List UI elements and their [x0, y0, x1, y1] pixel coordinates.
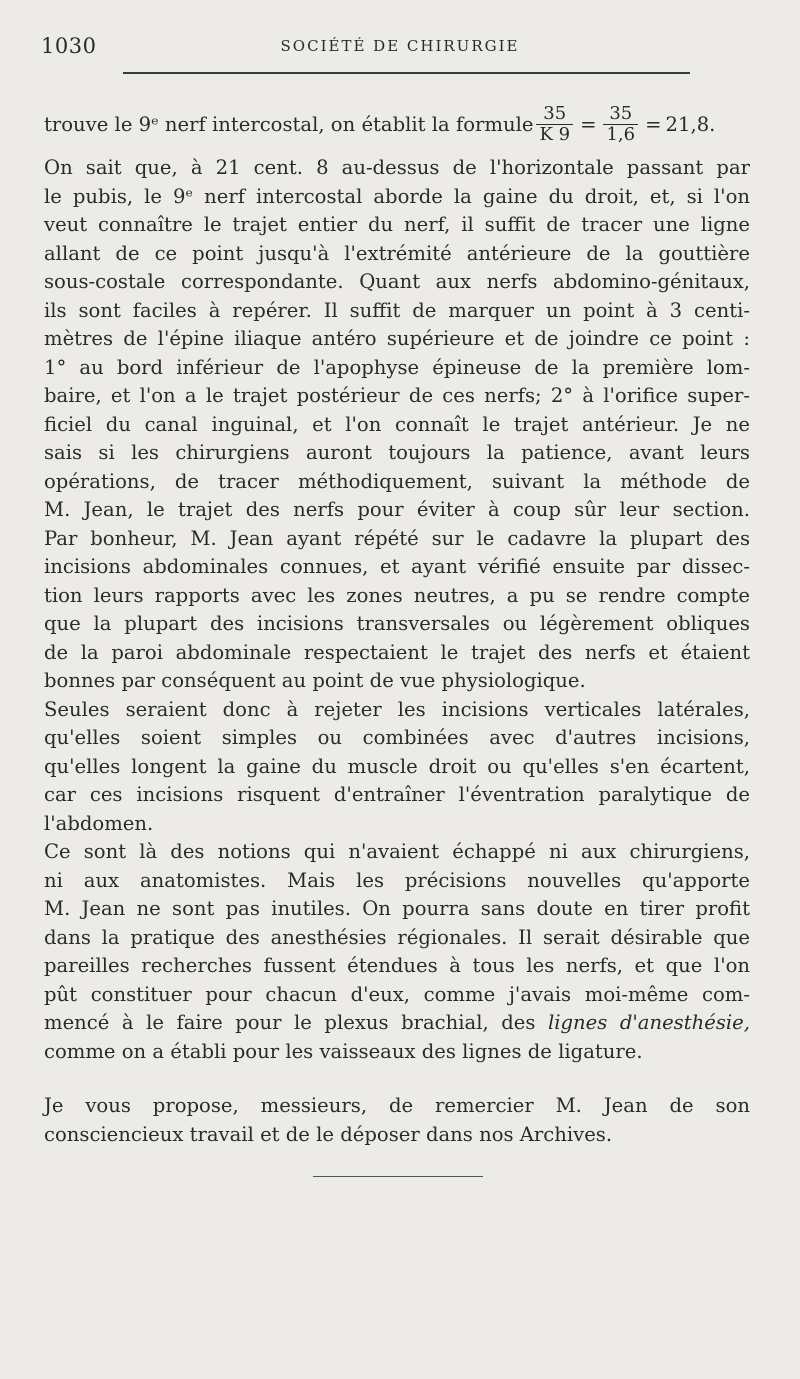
- text-line: pût constituer pour chacun d'eux, comme j'avais moi-même com-: [44, 982, 750, 1006]
- text-line: de la paroi abdominale respectaient le trajet des nerfs et étaient: [44, 640, 750, 664]
- fraction-2-denominator: 1,6: [603, 124, 638, 145]
- text-line: pareilles recherches fussent étendues à tous les nerfs, et que l'on: [44, 954, 750, 977]
- text-line: Ce sont là des notions qui n'avaient échappé ni aux chirurgiens,: [44, 840, 750, 863]
- journal-title: SOCIÉTÉ DE CHIRURGIE: [280, 37, 520, 55]
- page-number: 1030: [41, 34, 97, 58]
- text-line: le pubis, le 9ᵉ nerf intercostal aborde la gaine du droit, et, si l'on: [44, 184, 750, 208]
- text-line: bonnes par conséquent au point de vue physiologique.: [44, 669, 586, 692]
- text-line: qu'elles longent la gaine du muscle droit ou qu'elles s'en écartent,: [44, 754, 750, 778]
- text-line: sous-costale correspondante. Quant aux nerfs abdomino-génitaux,: [44, 270, 750, 293]
- text-line-with-italic: [44, 1009, 750, 1038]
- closing-line: consciencieux travail et de le déposer dans nos Archives.: [44, 1122, 613, 1146]
- text-line: ni aux anatomistes. Mais les précisions nouvelles qu'apporte: [44, 868, 750, 892]
- fraction-1-denominator: K 9: [536, 124, 573, 145]
- header-rule: [123, 72, 690, 74]
- equals-sign: =: [580, 112, 597, 136]
- italic-term: lignes d'anesthésie,: [547, 1011, 750, 1034]
- equals-sign: =: [645, 112, 662, 136]
- text-line: ils sont faciles à repérer. Il suffit de marquer un point à 3 centi-: [44, 298, 750, 322]
- text-line: 1° au bord inférieur de l'apophyse épineuse de la première lom-: [44, 355, 750, 379]
- formula-result: 21,8.: [665, 112, 716, 136]
- text-line: M. Jean ne sont pas inutiles. On pourra sans doute en tirer profit: [44, 897, 750, 920]
- text-line: sais si les chirurgiens auront toujours la patience, avant leurs: [44, 441, 750, 464]
- text-line: baire, et l'on a le trajet postérieur de ces nerfs; 2° à l'orifice super-: [44, 384, 750, 407]
- fraction-2-numerator: 35: [609, 102, 633, 124]
- footer-rule: [313, 1176, 483, 1177]
- paragraph-gap: [44, 1066, 750, 1092]
- text-line: On sait que, à 21 cent. 8 au-dessus de l'horizontale passant par: [44, 156, 750, 179]
- fraction-1-numerator: 35: [543, 102, 567, 124]
- text-line: veut connaître le trajet entier du nerf, il suffit de tracer une ligne: [44, 213, 750, 236]
- text-line: mètres de l'épine iliaque antéro supérieure et de joindre ce point :: [44, 327, 750, 350]
- closing-line: Je vous propose, messieurs, de remercier M. Jean de son: [44, 1094, 750, 1117]
- text-line: comme on a établi pour les vaisseaux des lignes de ligature.: [44, 1039, 643, 1063]
- text-line: l'abdomen.: [44, 811, 154, 835]
- text-line: incisions abdominales connues, et ayant vérifié ensuite par dissec-: [44, 555, 750, 578]
- text-line: allant de ce point jusqu'à l'extrémité antérieure de la gouttière: [44, 241, 750, 265]
- text-line: Par bonheur, M. Jean ayant répété sur le cadavre la plupart des: [44, 526, 750, 550]
- fraction-1: [536, 104, 573, 145]
- text-line: dans la pratique des anesthésies régionales. Il serait désirable que: [44, 925, 750, 949]
- body-text: [44, 98, 750, 1149]
- text-line: car ces incisions risquent d'entraîner l'éventration paralytique de: [44, 783, 750, 806]
- text-segment: mencé à le faire pour le plexus brachial, des: [44, 1011, 536, 1034]
- running-head: [0, 34, 800, 62]
- text-line: M. Jean, le trajet des nerfs pour éviter à coup sûr leur section.: [44, 498, 750, 521]
- text-line: opérations, de tracer méthodiquement, suivant la méthode de: [44, 469, 750, 493]
- text-line: Seules seraient donc à rejeter les incisions verticales latérales,: [44, 697, 750, 721]
- text-line: ficiel du canal inguinal, et l'on connaît le trajet antérieur. Je ne: [44, 412, 750, 436]
- text-line: que la plupart des incisions transversales ou légèrement obliques: [44, 612, 750, 635]
- formula-prefix: trouve le 9ᵉ nerf intercostal, on établit la formule: [44, 112, 534, 136]
- fraction-2: [603, 104, 638, 145]
- text-line: qu'elles soient simples ou combinées avec d'autres incisions,: [44, 726, 750, 749]
- formula-line: [44, 98, 750, 150]
- text-line: tion leurs rapports avec les zones neutres, a pu se rendre compte: [44, 583, 750, 607]
